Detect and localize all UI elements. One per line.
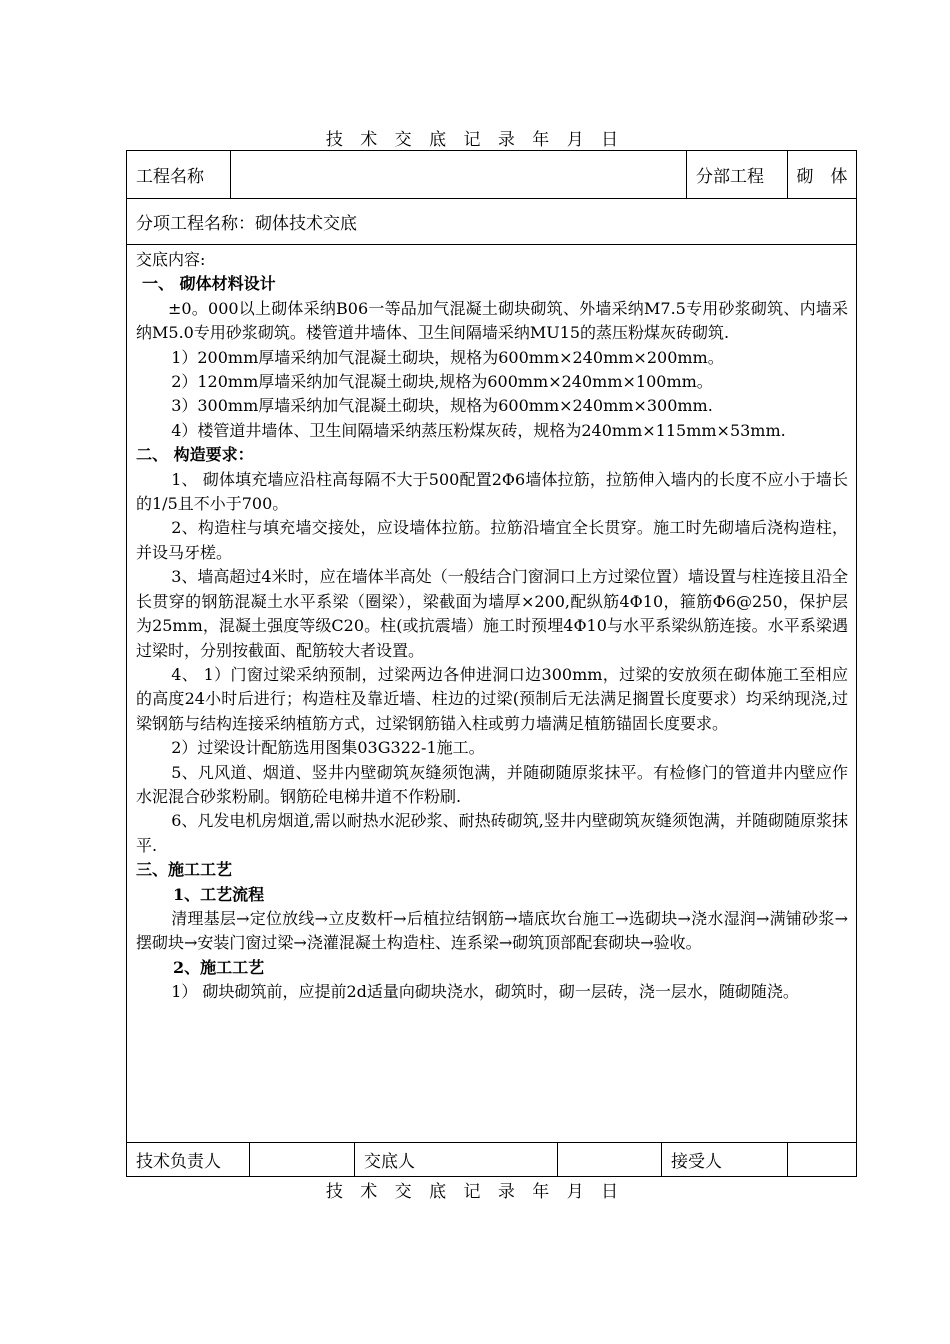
document-footer-title: 技 术 交 底 记 录 年 月 日 bbox=[325, 1182, 625, 1202]
section-2-paragraph-2: 2、构造柱与填充墙交接处，应设墙体拉筋。拉筋沿墙宜全长贯穿。施工时先砌墙后浇构造柱，并设马牙槎。 bbox=[136, 518, 848, 562]
receiver-label: 接受人 bbox=[662, 1143, 788, 1176]
section-2-paragraph-7: 6、凡发电机房烟道,需以耐热水泥砂浆、耐热砖砌筑,竖井内壁砌筑灰缝须饱满，并随砌随原浆抹平. bbox=[136, 811, 848, 855]
process-flow: 清理基层→定位放线→立皮数杆→后植拉结钢筋→墙底坎台施工→选砌块→浇水湿润→满铺砂浆→摆砌块→安装门窗过梁→浇灌混凝土构造柱、连系梁→砌筑顶部配套砌块→验收。 bbox=[136, 908, 848, 953]
section-2-title: 二、 构造要求： bbox=[136, 445, 254, 465]
subitem-row bbox=[127, 199, 856, 245]
section-2-paragraph-4: 4、 1）门窗过梁采纳预制，过梁两边各伸进洞口边300mm，过梁的安放须在砌体施工至相应的高度24小时后进行；构造柱及靠近墙、柱边的过梁(预制后无法满足搁置长度要求）均采纳现浇,过梁钢筋与结构连接采纳植筋方式，过梁钢筋锚入柱或剪力墙满足植筋锚固长度要求。 bbox=[136, 664, 848, 733]
signature-row bbox=[127, 1143, 856, 1176]
receiver-value bbox=[788, 1143, 856, 1176]
handover-record-table bbox=[126, 150, 857, 1177]
tech-lead-label: 技术负责人 bbox=[127, 1143, 250, 1176]
section-2-paragraph-3: 3、墙高超过4米时，应在墙体半高处（一般结合门窗洞口上方过梁位置）墙设置与柱连接且沿全长贯穿的钢筋混凝土水平系梁（圈梁），梁截面为墙厚×200,配纵筋4Φ10，箍筋Φ6@250，保护层为25mm，混凝土强度等级C20。柱(或抗震墙）施工时预埋4Φ10与水平系梁纵筋连接。水平系梁遇过梁时，分别按截面、配筋较大者设置。 bbox=[136, 567, 848, 660]
section-3-paragraph-1: 1） 砌块砌筑前，应提前2d适量向砌块浇水，砌筑时，砌一层砖，浇一层水，随砌随浇。 bbox=[171, 982, 799, 1002]
section-2-paragraph-5: 2）过梁设计配筋选用图集03G322-1施工。 bbox=[171, 738, 485, 758]
handover-person-label: 交底人 bbox=[355, 1143, 558, 1176]
document-title: 技 术 交 底 记 录 年 月 日 bbox=[325, 130, 625, 150]
handover-person-value bbox=[558, 1143, 662, 1176]
section-1-item-3: 3）300mm厚墙采纳加气混凝土砌块，规格为600mm×240mm×300mm. bbox=[171, 396, 713, 416]
handover-content-cell bbox=[127, 245, 856, 1143]
section-1-title: 一、 砌体材料设计 bbox=[142, 274, 276, 294]
division-value: 砌 体 bbox=[796, 167, 848, 187]
section-3-subtitle-2: 2、施工工艺 bbox=[173, 957, 265, 977]
section-3-subtitle-1: 1、工艺流程 bbox=[173, 884, 265, 904]
subitem-name: 分项工程名称：砌体技术交底 bbox=[136, 214, 357, 234]
section-2-paragraph-1: 1、 砌体填充墙应沿柱高每隔不大于500配置2Φ6墙体拉筋，拉筋伸入墙内的长度不应小于墙长的1/5且不小于700。 bbox=[136, 469, 848, 514]
project-name-value bbox=[231, 151, 687, 198]
section-3-title: 三、施工工艺 bbox=[136, 860, 233, 880]
project-info-row bbox=[127, 151, 856, 199]
section-1-paragraph: ±0。000以上砌体采纳B06一等品加气混凝土砌块砌筑、外墙采纳M7.5专用砂浆砌筑、内墙采纳M5.0专用砂浆砌筑。楼管道井墙体、卫生间隔墙采纳MU15的蒸压粉煤灰砖砌筑. bbox=[136, 298, 848, 343]
section-1-item-2: 2）120mm厚墙采纳加气混凝土砌块,规格为600mm×240mm×100mm。 bbox=[171, 372, 713, 392]
content-label: 交底内容: bbox=[136, 250, 206, 269]
handover-content bbox=[136, 248, 848, 1005]
section-1-item-1: 1）200mm厚墙采纳加气混凝土砌块，规格为600mm×240mm×200mm。 bbox=[171, 347, 724, 367]
section-2-paragraph-6: 5、凡风道、烟道、竖井内壁砌筑灰缝须饱满，并随砌随原浆抹平。有检修门的管道井内壁应作水泥混合砂浆粉刷。钢筋砼电梯井道不作粉刷. bbox=[136, 762, 848, 806]
section-1-item-4: 4）楼管道井墙体、卫生间隔墙采纳蒸压粉煤灰砖，规格为240mm×115mm×53mm. bbox=[171, 420, 786, 440]
tech-lead-value bbox=[250, 1143, 355, 1176]
project-name-label: 工程名称 bbox=[127, 151, 231, 198]
division-label: 分部工程 bbox=[687, 151, 788, 198]
